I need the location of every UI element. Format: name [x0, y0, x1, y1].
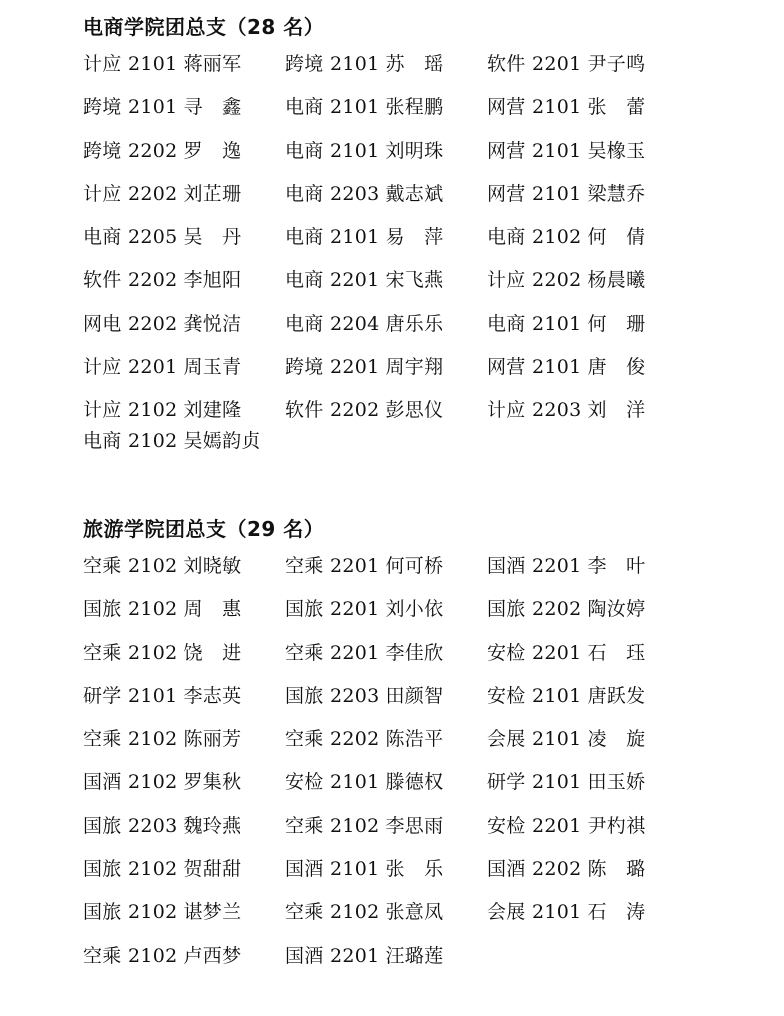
- list-item: [285, 806, 487, 849]
- list-item: [487, 304, 689, 347]
- class-label: 网营 2101: [487, 96, 582, 119]
- student-name: 杨晨曦: [587, 269, 646, 292]
- student-name: 饶 进: [183, 641, 242, 664]
- class-label: 网营 2101: [487, 182, 582, 205]
- list-item: [487, 217, 689, 260]
- class-label: 国旅 2102: [83, 858, 178, 881]
- student-name: 苏 瑶: [385, 53, 444, 75]
- student-name: 刘建隆: [183, 399, 242, 422]
- student-name: 周玉青: [183, 356, 242, 379]
- student-name: 彭思仪: [385, 399, 444, 422]
- student-name: 周宇翔: [385, 356, 444, 379]
- list-item: [285, 347, 487, 390]
- student-name: 唐 俊: [587, 356, 646, 379]
- list-item: [487, 87, 689, 130]
- list-item: [285, 589, 487, 632]
- class-label: 会展 2101: [487, 728, 582, 751]
- class-label: 电商 2204: [285, 312, 380, 335]
- list-item: [487, 676, 689, 719]
- student-name: 吴嫣韵贞: [183, 429, 261, 452]
- section-tourism-college: [83, 512, 703, 979]
- student-name: 何 倩: [587, 226, 646, 249]
- list-item: [83, 44, 285, 87]
- list-item: [487, 347, 689, 390]
- class-label: 国酒 2201: [487, 555, 582, 577]
- list-item: [285, 892, 487, 935]
- student-name: 梁慧乔: [587, 182, 646, 205]
- student-name: 石 涛: [587, 901, 646, 924]
- student-name: 李思雨: [385, 814, 444, 837]
- class-label: 国酒 2102: [83, 771, 178, 794]
- student-name: 蒋丽军: [183, 53, 242, 75]
- list-item: [487, 174, 689, 217]
- list-item: [83, 304, 285, 347]
- class-label: 电商 2102: [487, 226, 582, 249]
- class-label: 电商 2101: [285, 226, 380, 249]
- student-name: 陈 璐: [587, 858, 646, 881]
- list-item: [487, 806, 689, 849]
- class-label: 网电 2202: [83, 312, 178, 335]
- class-label: 软件 2201: [487, 53, 582, 75]
- class-label: 计应 2202: [83, 182, 178, 205]
- list-item: [83, 676, 285, 719]
- list-item: [487, 892, 689, 935]
- list-item: [487, 589, 689, 632]
- list-item: [487, 260, 689, 303]
- list-item: [285, 762, 487, 805]
- student-name: 刘 洋: [587, 399, 646, 422]
- list-item: [285, 260, 487, 303]
- class-label: 软件 2202: [285, 399, 380, 422]
- class-label: 计应 2203: [487, 399, 582, 422]
- list-item: [285, 676, 487, 719]
- student-name: 陈浩平: [385, 728, 444, 751]
- list-item: [83, 426, 689, 456]
- list-item: [285, 719, 487, 762]
- class-label: 国旅 2202: [487, 598, 582, 621]
- name-list: [83, 546, 703, 979]
- class-label: 电商 2203: [285, 182, 380, 205]
- student-name: 何 珊: [587, 312, 646, 335]
- list-item: [487, 849, 689, 892]
- list-item: [83, 892, 285, 935]
- student-name: 田颜智: [385, 684, 444, 707]
- class-label: 网营 2101: [487, 139, 582, 162]
- student-name: 刘晓敏: [183, 555, 242, 577]
- class-label: 空乘 2102: [83, 641, 178, 664]
- list-item: [285, 633, 487, 676]
- list-item: [285, 87, 487, 130]
- student-name: 张程鹏: [385, 96, 444, 119]
- class-label: 会展 2101: [487, 901, 582, 924]
- list-item: [83, 849, 285, 892]
- list-item: [487, 44, 689, 87]
- class-label: 国旅 2201: [285, 598, 380, 621]
- class-label: 空乘 2102: [83, 555, 178, 577]
- class-label: 国旅 2102: [83, 598, 178, 621]
- student-name: 张意凤: [385, 901, 444, 924]
- student-name: 李旭阳: [183, 269, 242, 292]
- list-item: [83, 806, 285, 849]
- list-item: [83, 260, 285, 303]
- list-item: [285, 44, 487, 87]
- class-label: 电商 2101: [285, 139, 380, 162]
- list-item: [83, 589, 285, 632]
- class-label: 安检 2101: [487, 684, 582, 707]
- list-item: [487, 719, 689, 762]
- class-label: 国旅 2203: [83, 814, 178, 837]
- list-item: [285, 546, 487, 589]
- class-label: 空乘 2202: [285, 728, 380, 751]
- class-label: 跨境 2201: [285, 356, 380, 379]
- class-label: 空乘 2201: [285, 641, 380, 664]
- student-name: 谌梦兰: [183, 901, 242, 924]
- student-name: 尹子鸣: [587, 53, 646, 75]
- class-label: 计应 2202: [487, 269, 582, 292]
- student-name: 戴志斌: [385, 182, 444, 205]
- student-name: 寻 鑫: [183, 96, 242, 119]
- student-name: 贺甜甜: [183, 858, 242, 881]
- list-item: [487, 546, 689, 589]
- name-list: [83, 44, 703, 477]
- class-label: 研学 2101: [487, 771, 582, 794]
- list-item: [83, 131, 285, 174]
- class-label: 计应 2101: [83, 53, 178, 75]
- list-item: [285, 217, 487, 260]
- list-item: [83, 347, 285, 390]
- class-label: 计应 2201: [83, 356, 178, 379]
- class-label: 国酒 2201: [285, 944, 380, 967]
- class-label: 安检 2201: [487, 641, 582, 664]
- student-name: 唐乐乐: [385, 312, 444, 335]
- class-label: 空乘 2102: [285, 901, 380, 924]
- class-label: 跨境 2101: [285, 53, 380, 75]
- student-name: 刘芷珊: [183, 182, 242, 205]
- class-label: 国酒 2202: [487, 858, 582, 881]
- class-label: 软件 2202: [83, 269, 178, 292]
- student-name: 吴 丹: [183, 226, 242, 249]
- student-name: 罗集秋: [183, 771, 242, 794]
- list-item: [83, 546, 285, 589]
- class-label: 空乘 2102: [83, 728, 178, 751]
- list-item: [487, 131, 689, 174]
- student-name: 陶汝婷: [587, 598, 646, 621]
- list-item: [83, 936, 285, 979]
- student-name: 凌 旋: [587, 728, 646, 751]
- list-item: [83, 174, 285, 217]
- list-item: [83, 719, 285, 762]
- class-label: 跨境 2202: [83, 139, 178, 162]
- class-label: 电商 2101: [285, 96, 380, 119]
- student-name: 李志英: [183, 684, 242, 707]
- student-name: 汪璐莲: [385, 944, 444, 967]
- student-name: 尹杓祺: [587, 814, 646, 837]
- student-name: 周 惠: [183, 598, 242, 621]
- student-name: 罗 逸: [183, 139, 242, 162]
- list-item: [487, 633, 689, 676]
- class-label: 电商 2201: [285, 269, 380, 292]
- class-label: 空乘 2201: [285, 555, 380, 577]
- class-label: 空乘 2102: [285, 814, 380, 837]
- list-item: [83, 762, 285, 805]
- student-name: 易 萍: [385, 226, 444, 249]
- student-name: 唐跃发: [587, 684, 646, 707]
- student-name: 宋飞燕: [385, 269, 444, 292]
- class-label: 电商 2102: [83, 429, 178, 452]
- student-name: 李佳欣: [385, 641, 444, 664]
- class-label: 国旅 2102: [83, 901, 178, 924]
- student-name: 滕德权: [385, 771, 444, 794]
- student-name: 龚悦洁: [183, 312, 242, 335]
- list-item: [83, 217, 285, 260]
- class-label: 安检 2201: [487, 814, 582, 837]
- student-name: 吴橡玉: [587, 139, 646, 162]
- class-label: 电商 2205: [83, 226, 178, 249]
- class-label: 国旅 2203: [285, 684, 380, 707]
- list-item: [285, 131, 487, 174]
- list-item: [83, 633, 285, 676]
- student-name: 陈丽芳: [183, 728, 242, 751]
- class-label: 跨境 2101: [83, 96, 178, 119]
- class-label: 国酒 2101: [285, 858, 380, 881]
- list-item: [285, 174, 487, 217]
- student-name: 刘小依: [385, 598, 444, 621]
- class-label: 网营 2101: [487, 356, 582, 379]
- list-item: [285, 936, 487, 979]
- student-name: 李 叶: [587, 555, 646, 577]
- list-item: [285, 849, 487, 892]
- list-item: [83, 87, 285, 130]
- student-name: 何可桥: [385, 555, 444, 577]
- section-heading: 电商学院团总支（28 名）: [83, 15, 325, 39]
- list-item: [285, 304, 487, 347]
- class-label: 研学 2101: [83, 684, 178, 707]
- student-name: 卢西梦: [183, 944, 242, 967]
- student-name: 刘明珠: [385, 139, 444, 162]
- section-heading: 旅游学院团总支（29 名）: [83, 517, 325, 541]
- section-ecommerce-college: [83, 10, 703, 477]
- class-label: 安检 2101: [285, 771, 380, 794]
- class-label: 空乘 2102: [83, 944, 178, 967]
- class-label: 计应 2102: [83, 399, 178, 422]
- student-name: 张 乐: [385, 858, 444, 881]
- list-item: [487, 762, 689, 805]
- student-name: 石 珏: [587, 641, 646, 664]
- class-label: 电商 2101: [487, 312, 582, 335]
- student-name: 魏玲燕: [183, 814, 242, 837]
- student-name: 张 蕾: [587, 96, 646, 119]
- student-name: 田玉娇: [587, 771, 646, 794]
